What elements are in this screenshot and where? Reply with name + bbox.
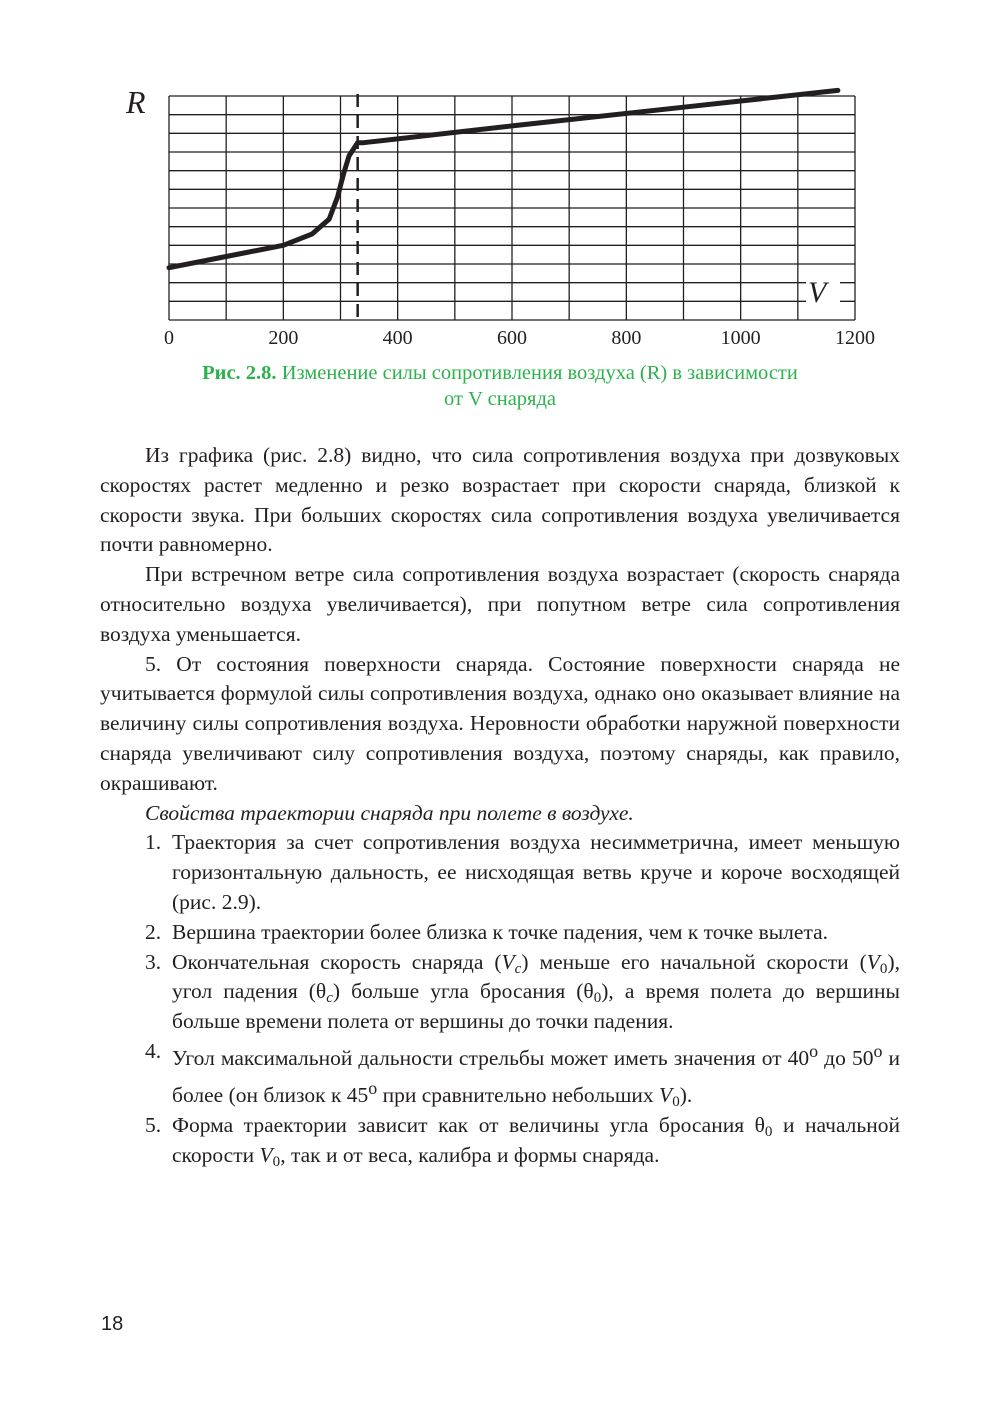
paragraph-1: Из графика (рис. 2.8) видно, что сила сопротивления воздуха при дозвуковых скоростях растет медленно и резко возрастает при скорости снаряда, близкой к скорости звука. При больших скоростях сила сопротивления воздуха увеличивается почти равномерно. <box>100 443 900 557</box>
x-tick-label: 0 <box>164 327 174 349</box>
x-axis-label: V <box>808 276 827 309</box>
x-tick-label: 1000 <box>720 327 761 349</box>
caption-line-1: Изменение силы сопротивления воздуха (R) в зависимости <box>281 362 798 384</box>
figure-2-8 <box>0 0 1000 360</box>
paragraph-3: 5. От состояния поверхности снаряда. Состояние поверхности снаряда не учитывается формулой силы сопротивления воздуха, однако оно оказывает влияние на величину силы сопротивления воздуха. Неровности обработки наружной поверхности снаряда увеличивают силу сопротивления воздуха, поэтому снаряды, как правило, окрашивают. <box>100 651 900 795</box>
caption-line-2: от V снаряда <box>444 388 556 410</box>
x-tick-label: 800 <box>611 327 642 349</box>
list-item: 3. Окончательная скорость снаряда $(V_c)$ меньше его начальной скорости $(V_0)$, угол падения $(\theta_c)$ больше угла бросания $(\theta_0)$, а время полета до вершины больше времени полета от вершины до точки падения. <box>145 949 900 1034</box>
y-axis-label: R <box>126 84 146 120</box>
caption-label: Рис. 2.8. <box>202 362 277 384</box>
figure-caption <box>100 360 900 412</box>
series-line-r-v <box>169 90 838 267</box>
x-tick-label: 400 <box>382 327 413 349</box>
section-heading: Свойства траектории снаряда при полете в воздухе. <box>145 800 634 825</box>
trajectory-properties-list <box>100 828 900 1170</box>
list-item: 2. Вершина траектории более близка к точке падения, чем к точке вылета. <box>145 919 829 944</box>
x-tick-label: 600 <box>497 327 527 349</box>
resistance-chart <box>0 0 1000 360</box>
x-tick-label: 200 <box>268 327 299 349</box>
chart-grid <box>169 96 855 320</box>
page-number: 18 <box>101 1313 124 1335</box>
list-item: 4. Угол максимальной дальности стрельбы может иметь значения от 40$^o$ до 50$^o$ и более (он близок к 45$^o$ при сравнительно небольших $V_0$). <box>145 1038 900 1110</box>
list-item: 1. Траектория за счет сопротивления воздуха несимметрична, имеет меньшую горизонтальную дальность, ее нисходящая ветвь круче и короче восходящей (рис. 2.9). <box>145 830 900 914</box>
body-text <box>100 441 900 1170</box>
x-tick-label: 1200 <box>835 327 875 349</box>
list-item: 5. Форма траектории зависит как от величины угла бросания $\theta_0$ и начальной скорости $V_0$, так и от веса, калибра и формы снаряда. <box>145 1112 900 1170</box>
x-tick-labels <box>164 327 875 349</box>
paragraph-2: При встречном ветре сила сопротивления воздуха возрастает (скорость снаряда относительно воздуха увеличивается), при попутном ветре сила сопротивления воздуха уменьшается. <box>100 562 900 646</box>
